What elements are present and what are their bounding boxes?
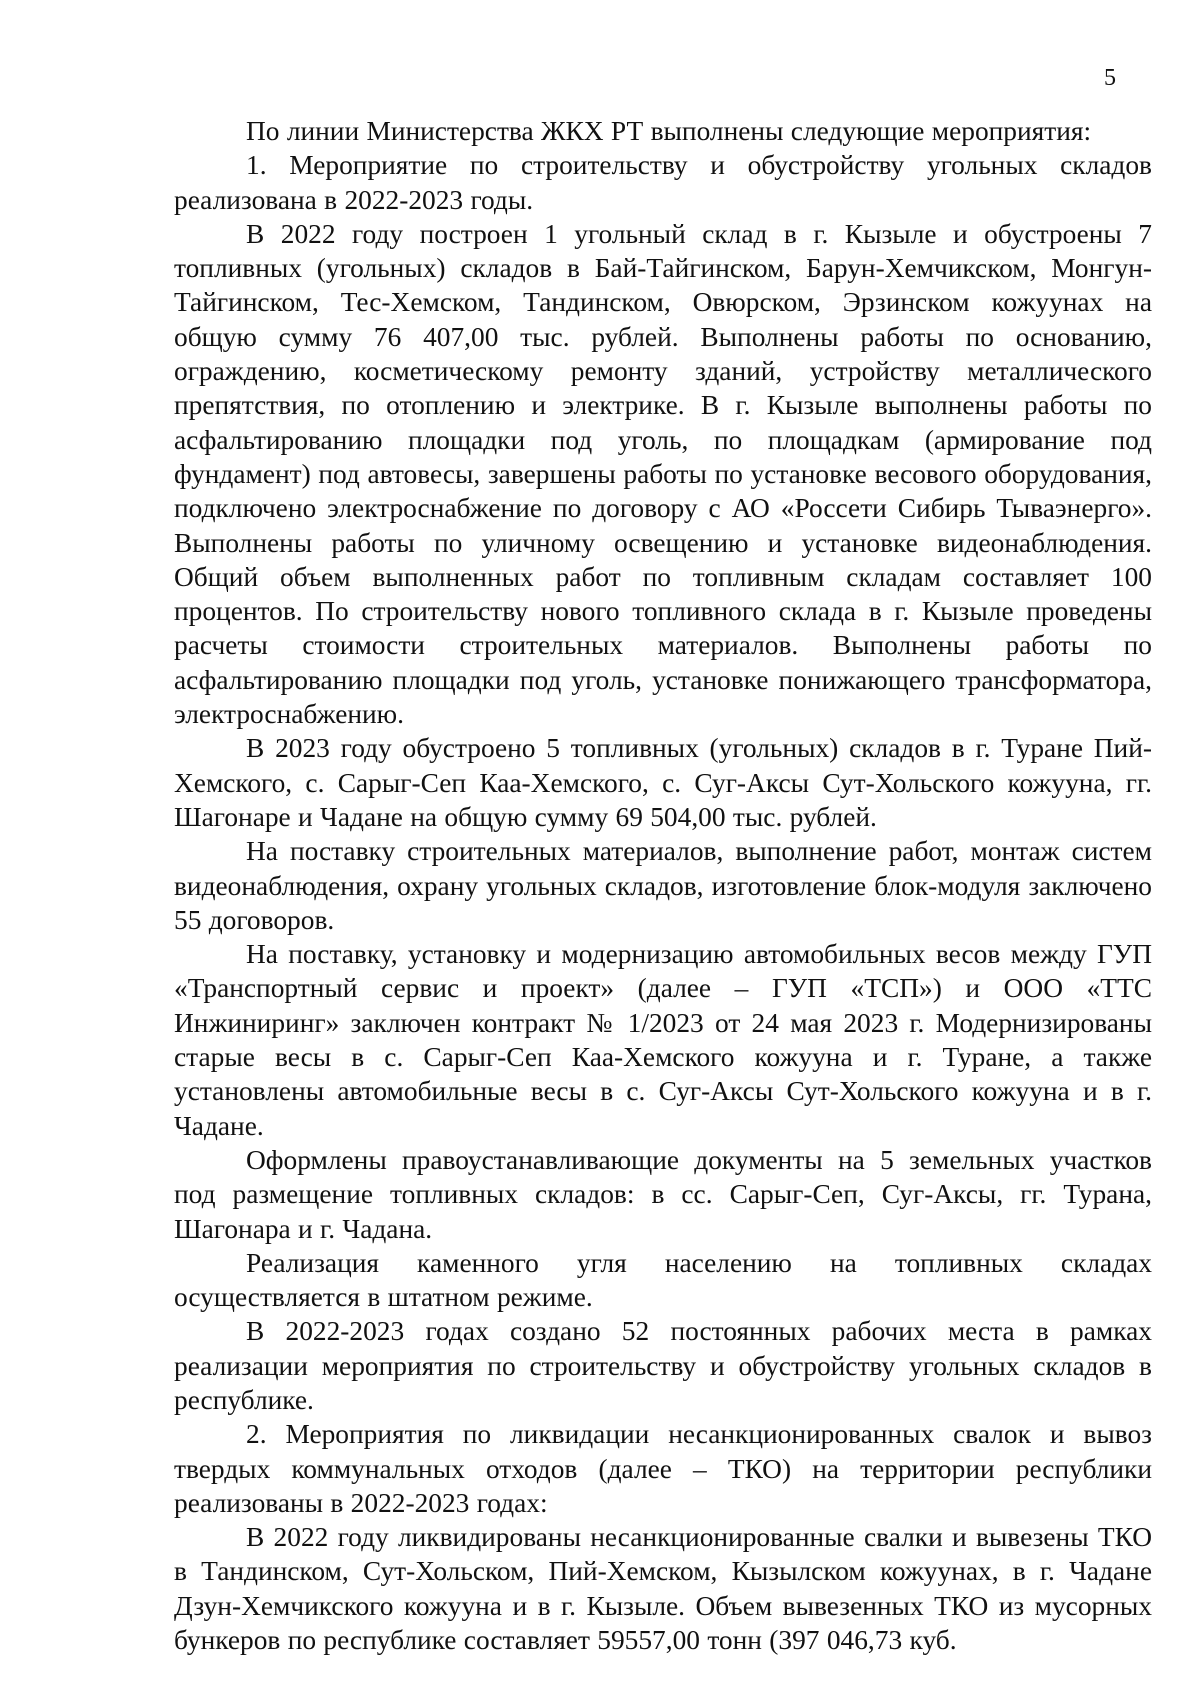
paragraph-2023-warehouses: В 2023 году обустроено 5 топливных (угольных) складов в г. Туране Пий-Хемского, с. Сарыг-Сеп Каа-Хемского, с. Суг-Аксы Сут-Хольского кожууна, гг. Шагонаре и Чадане на общую сумму 69 504,00 тыс. рублей. [174,733,1152,832]
paragraph-coal-sales: Реализация каменного угля населению на топливных складах осуществляется в штатном режиме. [174,1247,1152,1313]
paragraph-2022-waste: В 2022 году ликвидированы несанкционированные свалки и вывезены ТКО в Тандинском, Сут-Хольском, Пий-Хемском, Кызылском кожуунах, в г. Чадане Дзун-Хемчикского кожууна и в г. Кызыле. Объем вывезенных ТКО из мусорных бункеров по республике составляет 59557,00 тонн (397 046,73 куб. [174,1522,1152,1656]
document-body [174,114,1152,1657]
paragraph-scales: На поставку, установку и модернизацию автомобильных весов между ГУП «Транспортный сервис и проект» (далее – ГУП «ТСП») и ООО «ТТС Инжиниринг» заключен контракт № 1/2023 от 24 мая 2023 г. Модернизированы старые весы в с. Сарыг-Сеп Каа-Хемского кожууна и г. Туране, а также установлены автомобильные весы в с. Суг-Аксы Сут-Хольского кожууна и в г. Чадане. [174,939,1152,1141]
paragraph-2022-warehouses: В 2022 году построен 1 угольный склад в г. Кызыле и обустроены 7 топливных (угольных) складов в Бай-Тайгинском, Барун-Хемчикском, Монгун-Тайгинском, Тес-Хемском, Тандинском, Овюрском, Эрзинском кожуунах на общую сумму 76 407,00 тыс. рублей. Выполнены работы по основанию, ограждению, косметическому ремонту зданий, устройству металлического препятствия, по отоплению и электрике. В г. Кызыле выполнены работы по асфальтированию площадки под уголь, по площадкам (армирование под фундамент) под автовесы, завершены работы по установке весового оборудования, подключено электроснабжение по договору с АО «Россети Сибирь Тываэнерго». Выполнены работы по уличному освещению и установке видеонаблюдения. Общий объем выполненных работ по топливным складам составляет 100 процентов. По строительству нового топливного склада в г. Кызыле проведены расчеты стоимости строительных материалов. Выполнены работы по асфальтированию площадки под уголь, установке понижающего трансформатора, электроснабжению. [174,218,1152,730]
paragraph-item-2: 2. Мероприятия по ликвидации несанкционированных свалок и вывоз твердых коммунальных отходов (далее – ТКО) на территории республики реализованы в 2022-2023 годах: [174,1419,1152,1518]
paragraph-intro: По линии Министерства ЖКХ РТ выполнены следующие мероприятия: [246,116,1092,146]
paragraph-contracts: На поставку строительных материалов, выполнение работ, монтаж систем видеонаблюдения, охрану угольных складов, изготовление блок-модуля заключено 55 договоров. [174,836,1152,935]
paragraph-jobs: В 2022-2023 годах создано 52 постоянных рабочих места в рамках реализации мероприятия по строительству и обустройству угольных складов в республике. [174,1316,1152,1415]
paragraph-item-1: 1. Мероприятие по строительству и обустройству угольных складов реализована в 2022-2023 годы. [174,150,1152,215]
page-number: 5 [1104,65,1116,91]
paragraph-land-documents: Оформлены правоустанавливающие документы на 5 земельных участков под размещение топливных складов: в сс. Сарыг-Сеп, Суг-Аксы, гг. Турана, Шагонара и г. Чадана. [174,1144,1152,1244]
